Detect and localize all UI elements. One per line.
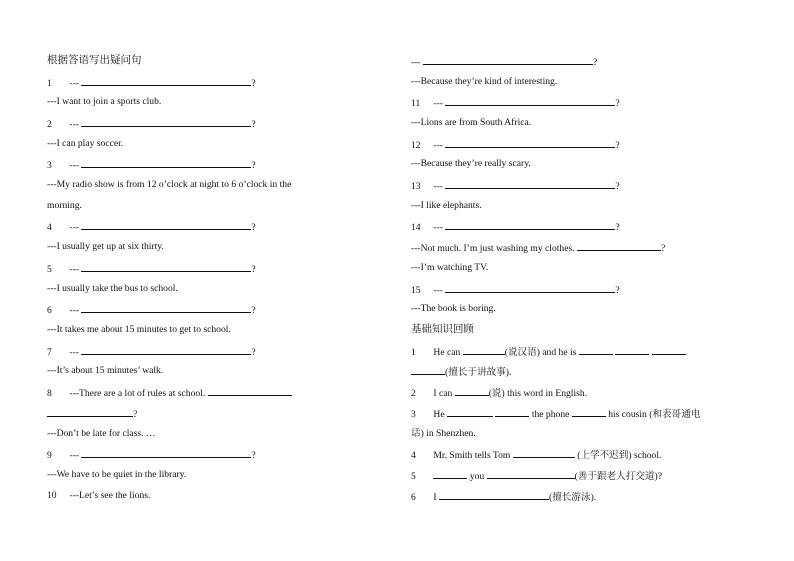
answer-blank[interactable]: [445, 179, 615, 189]
answer-blank[interactable]: [445, 220, 615, 230]
answer-12: ---Because they’re really scary.: [411, 158, 531, 169]
answer-3: ---My radio show is from 12 o’clock at night to 6 o’clock in the: [47, 179, 292, 190]
fill-blank[interactable]: [652, 345, 686, 355]
answer-9: ---We have to be quiet in the library.: [47, 469, 187, 480]
review-2: 2 I can (说) this word in English.: [411, 388, 588, 399]
question-2: 2 --- ?: [47, 119, 256, 130]
answer-blank[interactable]: [81, 220, 251, 230]
fill-blank[interactable]: [615, 345, 649, 355]
fill-blank[interactable]: [411, 365, 445, 375]
review-3: 3 He the phone his cousin (和表哥通电: [411, 409, 701, 420]
fill-blank[interactable]: [455, 386, 489, 396]
answer-14-second: ---I’m watching TV.: [411, 262, 489, 273]
question-5: 5 --- ?: [47, 264, 256, 275]
review-4: 4 Mr. Smith tells Tom (上学不迟到) school.: [411, 450, 662, 461]
answer-15: ---The book is boring.: [411, 303, 496, 314]
fill-blank[interactable]: [572, 407, 606, 417]
section-title-question-writing: 根据答语写出疑问句: [47, 54, 142, 66]
answer-blank[interactable]: [47, 407, 133, 417]
review-1: 1 He can (说汉语) and he is: [411, 345, 686, 359]
question-12: 12 --- ?: [411, 140, 620, 151]
answer-blank[interactable]: [81, 76, 251, 86]
fill-blank[interactable]: [513, 448, 575, 458]
question-8-continued: ?: [47, 407, 137, 421]
fill-blank[interactable]: [447, 407, 493, 417]
answer-4: ---I usually get up at six thirty.: [47, 241, 164, 252]
review-6: 6 I (擅长游泳).: [411, 492, 597, 503]
answer-14: ---Not much. I’m just washing my clothes. ?: [411, 243, 666, 254]
answer-5: ---I usually take the bus to school.: [47, 283, 178, 294]
answer-blank[interactable]: [81, 158, 251, 168]
question-7: 7 --- ?: [47, 347, 256, 358]
review-5: 5 you (善于跟老人打交道)?: [411, 471, 663, 482]
answer-1: ---I want to join a sports club.: [47, 96, 162, 107]
fill-blank[interactable]: [433, 469, 467, 479]
question-4: 4 --- ?: [47, 222, 256, 233]
answer-10: ---Because they’re kind of interesting.: [411, 76, 558, 87]
question-8: 8 ---There are a lot of rules at school.: [47, 386, 292, 400]
fill-blank[interactable]: [439, 490, 549, 500]
answer-7: ---It’s about 15 minutes’ walk.: [47, 365, 164, 376]
answer-blank[interactable]: [81, 262, 251, 272]
answer-8: ---Don’t be late for class. …: [47, 428, 156, 439]
answer-6: ---It takes me about 15 minutes to get to school.: [47, 324, 231, 335]
answer-blank[interactable]: [81, 448, 251, 458]
fill-blank[interactable]: [463, 345, 505, 355]
question-14: 14 --- ?: [411, 222, 620, 233]
fill-blank[interactable]: [579, 345, 613, 355]
question-1: 1 --- ?: [47, 78, 256, 89]
answer-blank[interactable]: [445, 138, 615, 148]
answer-3-continued: morning.: [47, 200, 82, 211]
review-1-continued: (擅长于讲故事).: [411, 365, 511, 379]
question-10: 10 ---Let’s see the lions.: [47, 490, 151, 501]
question-6: 6 --- ?: [47, 305, 256, 316]
answer-11: ---Lions are from South Africa.: [411, 117, 532, 128]
answer-blank[interactable]: [208, 386, 292, 396]
review-3-continued: 话) in Shenzhen.: [411, 428, 476, 439]
fill-blank[interactable]: [487, 469, 575, 479]
question-3: 3 --- ?: [47, 160, 256, 171]
fill-blank[interactable]: [495, 407, 529, 417]
answer-13: ---I like elephants.: [411, 200, 482, 211]
answer-2: ---I can play soccer.: [47, 138, 124, 149]
answer-blank[interactable]: [81, 345, 251, 355]
question-10-blank-line: --- ?: [411, 57, 598, 68]
answer-blank[interactable]: [445, 283, 615, 293]
answer-blank[interactable]: [423, 55, 593, 65]
answer-blank[interactable]: [81, 303, 251, 313]
question-9: 9 --- ?: [47, 450, 256, 461]
answer-blank[interactable]: [445, 96, 615, 106]
answer-blank[interactable]: [577, 241, 661, 251]
section-title-review: 基础知识回顾: [411, 323, 474, 335]
answer-blank[interactable]: [81, 117, 251, 127]
question-11: 11 --- ?: [411, 98, 620, 109]
question-15: 15 --- ?: [411, 285, 620, 296]
question-13: 13 --- ?: [411, 181, 620, 192]
